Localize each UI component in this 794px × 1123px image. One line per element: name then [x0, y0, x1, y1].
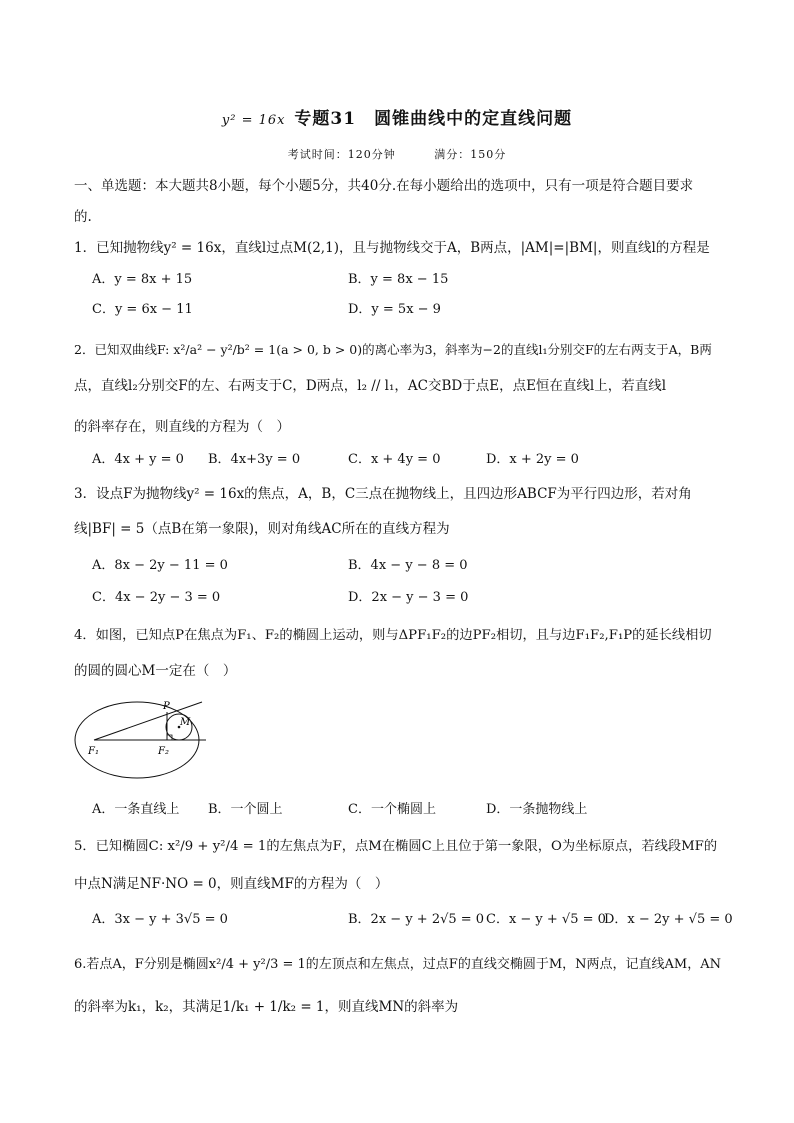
question-5-line-2: 中点N满足NF·NO = 0，则直线MF的方程为（ ）: [74, 876, 389, 892]
page-title: [0, 104, 794, 129]
section-heading-cont: 的.: [74, 209, 92, 225]
question-6-line-2: 的斜率为k₁，k₂，其满足1/k₁ + 1/k₂ = 1，则直线MN的斜率为: [74, 999, 459, 1015]
q4-option-b: B．一个圆上: [208, 802, 283, 817]
q4-option-c: C．一个椭圆上: [348, 802, 436, 817]
q4-option-d: D．一条抛物线上: [486, 802, 588, 817]
q3-option-d: D．2x − y − 3 = 0: [348, 590, 469, 605]
q3-option-b: B．4x − y − 8 = 0: [348, 558, 468, 573]
q2-option-a: A．4x + y = 0: [92, 452, 184, 467]
ellipse-diagram: [72, 696, 212, 782]
label-p: P: [163, 701, 170, 712]
question-4-line-2: 的圆的圆心M一定在（ ）: [74, 663, 237, 679]
q3-option-c: C．4x − 2y − 3 = 0: [92, 590, 221, 605]
q2-option-b: B．4x+3y = 0: [208, 452, 301, 467]
question-3-line-2: 线|BF| = 5（点B在第一象限)，则对角线AC所在的直线方程为: [74, 521, 450, 537]
exam-info: [0, 146, 794, 162]
q4-option-a: A．一条直线上: [92, 802, 180, 817]
label-f1: F₁: [88, 746, 99, 757]
q2-option-c: C．x + 4y = 0: [348, 452, 441, 467]
q5-option-a: A．3x − y + 3√5 = 0: [92, 912, 228, 927]
label-f2: F₂: [158, 746, 169, 757]
q1-option-a: A．y = 8x + 15: [92, 272, 193, 287]
full-score: 满分：150分: [434, 148, 507, 161]
title-prefix: y² = 16x: [221, 113, 286, 128]
q1-option-d: D．y = 5x − 9: [348, 302, 441, 317]
question-2: 2．已知双曲线F: x²/a² − y²/b² = 1(a > 0, b > 0)的离心率为3，斜率为−2的直线l₁分别交F的左右两支于A，B两: [74, 342, 712, 357]
exam-time: 考试时间：120分钟: [287, 148, 396, 161]
section-heading: 一、单选题：本大题共8小题，每个小题5分，共40分.在每小题给出的选项中，只有一项是符合题目要求: [74, 178, 694, 194]
question-2-line-3: 的斜率存在，则直线的方程为（ ）: [74, 419, 290, 435]
question-5: 5．已知椭圆C: x²/9 + y²/4 = 1的左焦点为F，点M在椭圆C上且位于第一象限，O为坐标原点，若线段MF的: [74, 839, 718, 854]
q3-option-a: A．8x − 2y − 11 = 0: [92, 558, 228, 573]
q1-option-b: B．y = 8x − 15: [348, 272, 449, 287]
question-3: 3．设点F为抛物线y² = 16x的焦点，A，B，C三点在抛物线上，且四边形ABCF为平行四边形，若对角: [74, 486, 692, 502]
ellipse-figure: [72, 696, 212, 782]
q5-option-c: C．x − y + √5 = 0: [486, 912, 606, 927]
q1-option-c: C．y = 6x − 11: [92, 302, 193, 317]
title-text: 专题31 圆锥曲线中的定直线问题: [294, 109, 573, 129]
q5-option-d: D．x − 2y + √5 = 0: [604, 912, 733, 927]
question-1: 1．已知抛物线y² = 16x，直线l过点M(2,1)，且与抛物线交于A，B两点，|AM|=|BM|，则直线l的方程是: [74, 240, 710, 256]
question-2-line-2: 点，直线l₂分别交F的左、右两支于C，D两点，l₂ // l₁，AC交BD于点E，点E恒在直线l上，若直线l: [74, 378, 667, 394]
q2-option-d: D．x + 2y = 0: [486, 452, 579, 467]
question-4: 4．如图，已知点P在焦点为F₁、F₂的椭圆上运动，则与ΔPF₁F₂的边PF₂相切，且与边F₁F₂,F₁P的延长线相切: [74, 628, 712, 643]
q5-option-b: B．2x − y + 2√5 = 0: [348, 912, 485, 927]
question-6: 6.若点A，F分别是椭圆x²/4 + y²/3 = 1的左顶点和左焦点，过点F的直线交椭圆于M，N两点，记直线AM，AN: [74, 957, 721, 972]
label-m: M: [180, 717, 191, 728]
